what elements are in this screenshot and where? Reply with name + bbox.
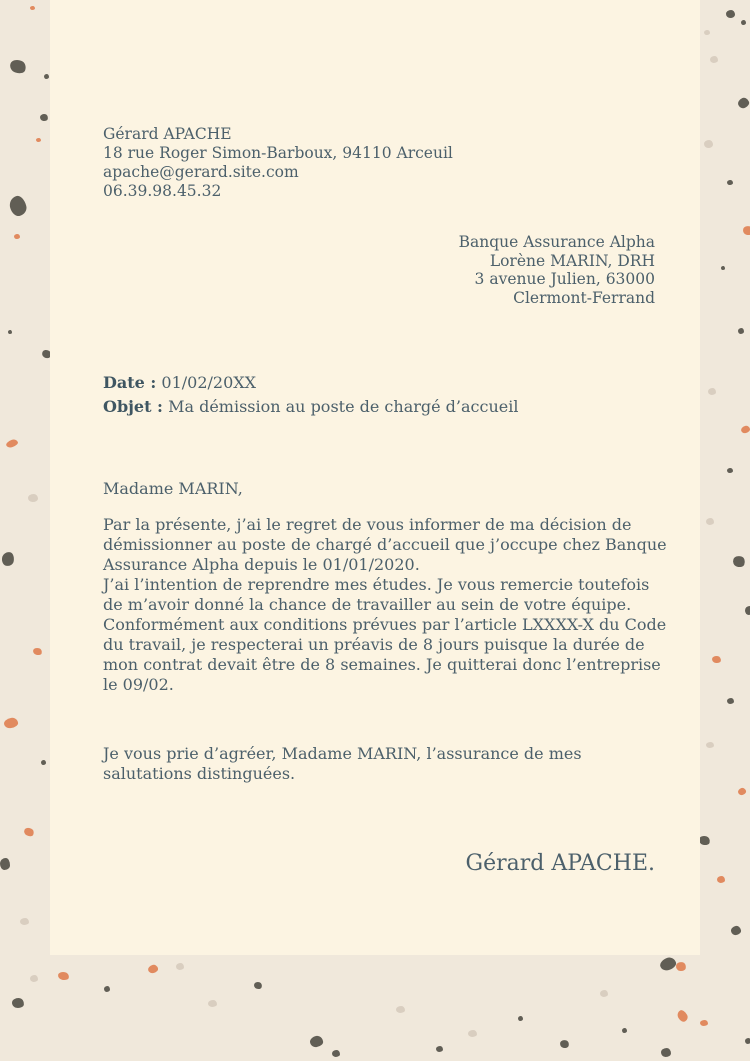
terrazzo-speckle <box>700 1020 708 1026</box>
terrazzo-speckle <box>708 388 716 395</box>
terrazzo-speckle <box>737 787 747 796</box>
terrazzo-speckle <box>600 990 608 997</box>
terrazzo-speckle <box>5 438 19 449</box>
subject-label: Objet : <box>103 396 163 416</box>
terrazzo-speckle <box>559 1039 570 1049</box>
terrazzo-speckle <box>147 964 159 974</box>
terrazzo-speckle <box>704 140 713 148</box>
salutation: Madame MARIN, <box>103 479 243 498</box>
terrazzo-speckle <box>14 234 20 239</box>
terrazzo-speckle <box>104 986 110 992</box>
terrazzo-speckle <box>23 826 35 837</box>
terrazzo-speckle <box>208 1000 217 1007</box>
terrazzo-speckle <box>706 518 714 525</box>
meta-block <box>103 371 518 418</box>
terrazzo-speckle <box>39 113 48 121</box>
terrazzo-speckle <box>468 1030 477 1037</box>
terrazzo-speckle <box>731 554 746 568</box>
terrazzo-speckle <box>706 742 714 748</box>
sender-address: 18 rue Roger Simon-Barboux, 94110 Arceuil <box>103 144 453 162</box>
terrazzo-speckle <box>740 425 750 434</box>
sender-block <box>103 125 453 201</box>
terrazzo-speckle <box>741 20 746 25</box>
terrazzo-speckle <box>8 330 12 334</box>
letter-paper <box>50 0 700 955</box>
terrazzo-speckle <box>676 1009 690 1024</box>
terrazzo-speckle <box>721 266 725 270</box>
terrazzo-speckle <box>1 551 15 567</box>
terrazzo-speckle <box>30 975 38 982</box>
terrazzo-speckle <box>738 328 744 334</box>
subject-value: Ma démission au poste de chargé d’accueil <box>168 396 519 416</box>
terrazzo-speckle <box>745 606 750 615</box>
body-paragraph: J’ai l’intention de reprendre mes études. Je vous remercie toutefois de m’avoir donné la chance de travailler au sein de votre équipe. <box>103 575 650 614</box>
date-value: 01/02/20XX <box>161 373 257 392</box>
sender-phone: 06.39.98.45.32 <box>103 182 222 200</box>
terrazzo-speckle <box>20 918 29 925</box>
date-label: Date : <box>103 373 157 392</box>
terrazzo-speckle <box>717 876 725 883</box>
date-line <box>103 371 518 395</box>
terrazzo-speckle <box>518 1016 523 1021</box>
terrazzo-speckle <box>711 655 721 663</box>
body-paragraph: Par la présente, j’ai le regret de vous informer de ma décision de démissionner au poste de chargé d’accueil que j’occupe chez Banque Assurance Alpha depuis le 01/01/2020. <box>103 515 667 574</box>
terrazzo-speckle <box>436 1046 443 1052</box>
terrazzo-speckle <box>710 56 718 63</box>
recipient-address: 3 avenue Julien, 63000 <box>474 270 655 289</box>
terrazzo-speckle <box>28 494 38 502</box>
letter-body <box>103 515 673 695</box>
terrazzo-speckle <box>727 468 733 473</box>
recipient-company: Banque Assurance Alpha <box>458 233 655 251</box>
terrazzo-speckle <box>704 30 710 35</box>
sender-email: apache@gerard.site.com <box>103 163 299 181</box>
terrazzo-speckle <box>332 1050 340 1057</box>
closing-paragraph: Je vous prie d’agréer, Madame MARIN, l’assurance de mes salutations distinguées. <box>103 744 582 783</box>
terrazzo-speckle <box>41 760 46 765</box>
terrazzo-speckle <box>8 58 27 76</box>
terrazzo-speckle <box>727 698 734 704</box>
terrazzo-speckle <box>44 74 49 79</box>
terrazzo-speckle <box>675 961 686 972</box>
recipient-contact: Lorène MARIN, DRH <box>489 251 655 270</box>
terrazzo-speckle <box>661 1048 671 1057</box>
terrazzo-speckle <box>736 96 750 110</box>
terrazzo-speckle <box>727 180 733 185</box>
terrazzo-speckle <box>622 1028 627 1033</box>
terrazzo-speckle <box>0 858 10 870</box>
terrazzo-speckle <box>57 971 69 981</box>
terrazzo-speckle <box>658 956 677 973</box>
sender-name: Gérard APACHE <box>103 125 232 143</box>
terrazzo-speckle <box>253 981 263 990</box>
signature: Gérard APACHE. <box>465 851 655 876</box>
terrazzo-speckle <box>396 1006 405 1013</box>
terrazzo-speckle <box>726 10 735 18</box>
recipient-city: Clermont-Ferrand <box>513 289 655 308</box>
recipient-block <box>459 233 655 308</box>
terrazzo-speckle <box>745 1038 750 1044</box>
subject-line <box>103 395 518 419</box>
terrazzo-speckle <box>30 6 35 10</box>
terrazzo-speckle <box>32 647 43 656</box>
terrazzo-speckle <box>12 997 25 1008</box>
terrazzo-speckle <box>309 1035 324 1048</box>
body-paragraph: Conformément aux conditions prévues par l’article LXXXX-X du Code du travail, je respecterai un préavis de 8 jours puisque la durée de mon contrat devait être de 8 semaines. Je quitterai donc l’entreprise le 09/02. <box>103 615 667 694</box>
terrazzo-speckle <box>742 225 750 236</box>
terrazzo-speckle <box>176 963 184 970</box>
terrazzo-speckle <box>36 138 41 142</box>
terrazzo-speckle <box>3 717 19 729</box>
terrazzo-speckle <box>8 194 29 217</box>
terrazzo-speckle <box>730 925 741 936</box>
